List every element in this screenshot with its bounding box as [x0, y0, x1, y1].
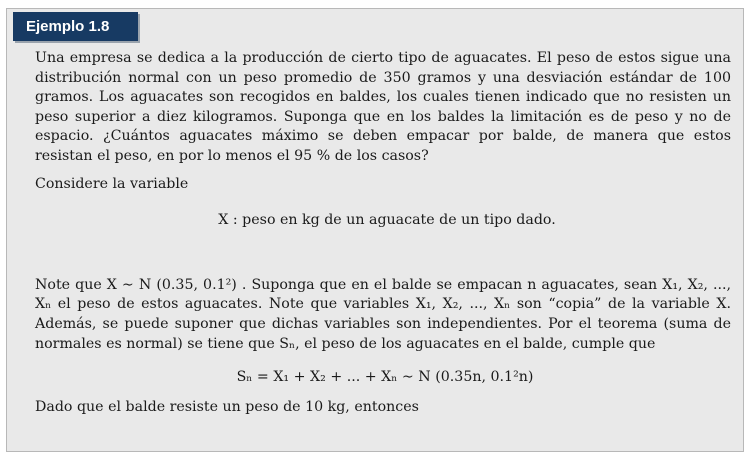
sum-distribution-formula: Sₙ = X₁ + X₂ + ... + Xₙ ∼ N (0.35n, 0.1²n) — [236, 369, 534, 386]
example-box — [6, 8, 744, 452]
problem-statement: Una empresa se dedica a la producción de cierto tipo de aguacates. El peso de estos sigue una distribución normal con un peso promedio de 350 gramos y una desviación estándar de 100 gramos. Los aguacates son recogidos en baldes, los cuales tienen indicado que no resisten un peso superior a diez kilogramos. Suponga que en los baldes la limitación es de peso y no de espacio. ¿Cuántos aguacates máximo se deben empacar por balde, de manera que estos resistan el peso, en por lo menos el 95 % de los casos? — [35, 50, 731, 164]
example-content — [35, 49, 731, 417]
example-label: Ejemplo 1.8 — [13, 12, 138, 41]
variable-definition: X : peso en kg de un aguacate de un tipo dado. — [218, 212, 556, 229]
consider-text: Considere la variable — [35, 175, 189, 192]
explanation-paragraph: Note que X ∼ N (0.35, 0.1²) . Suponga que en el balde se empacan n aguacates, sean X₁, X₂, ..., Xₙ el peso de estos aguacates. Note que variables X₁, X₂, ..., Xₙ son “copia” de la variable X. Además, se puede suponer que dichas variables son independientes. Por el teorema (suma de normales es normal) se tiene que Sₙ, el peso de los aguacates en el balde, cumple que — [35, 276, 731, 352]
conclusion-text: Dado que el balde resiste un peso de 10 kg, entonces — [35, 398, 419, 415]
